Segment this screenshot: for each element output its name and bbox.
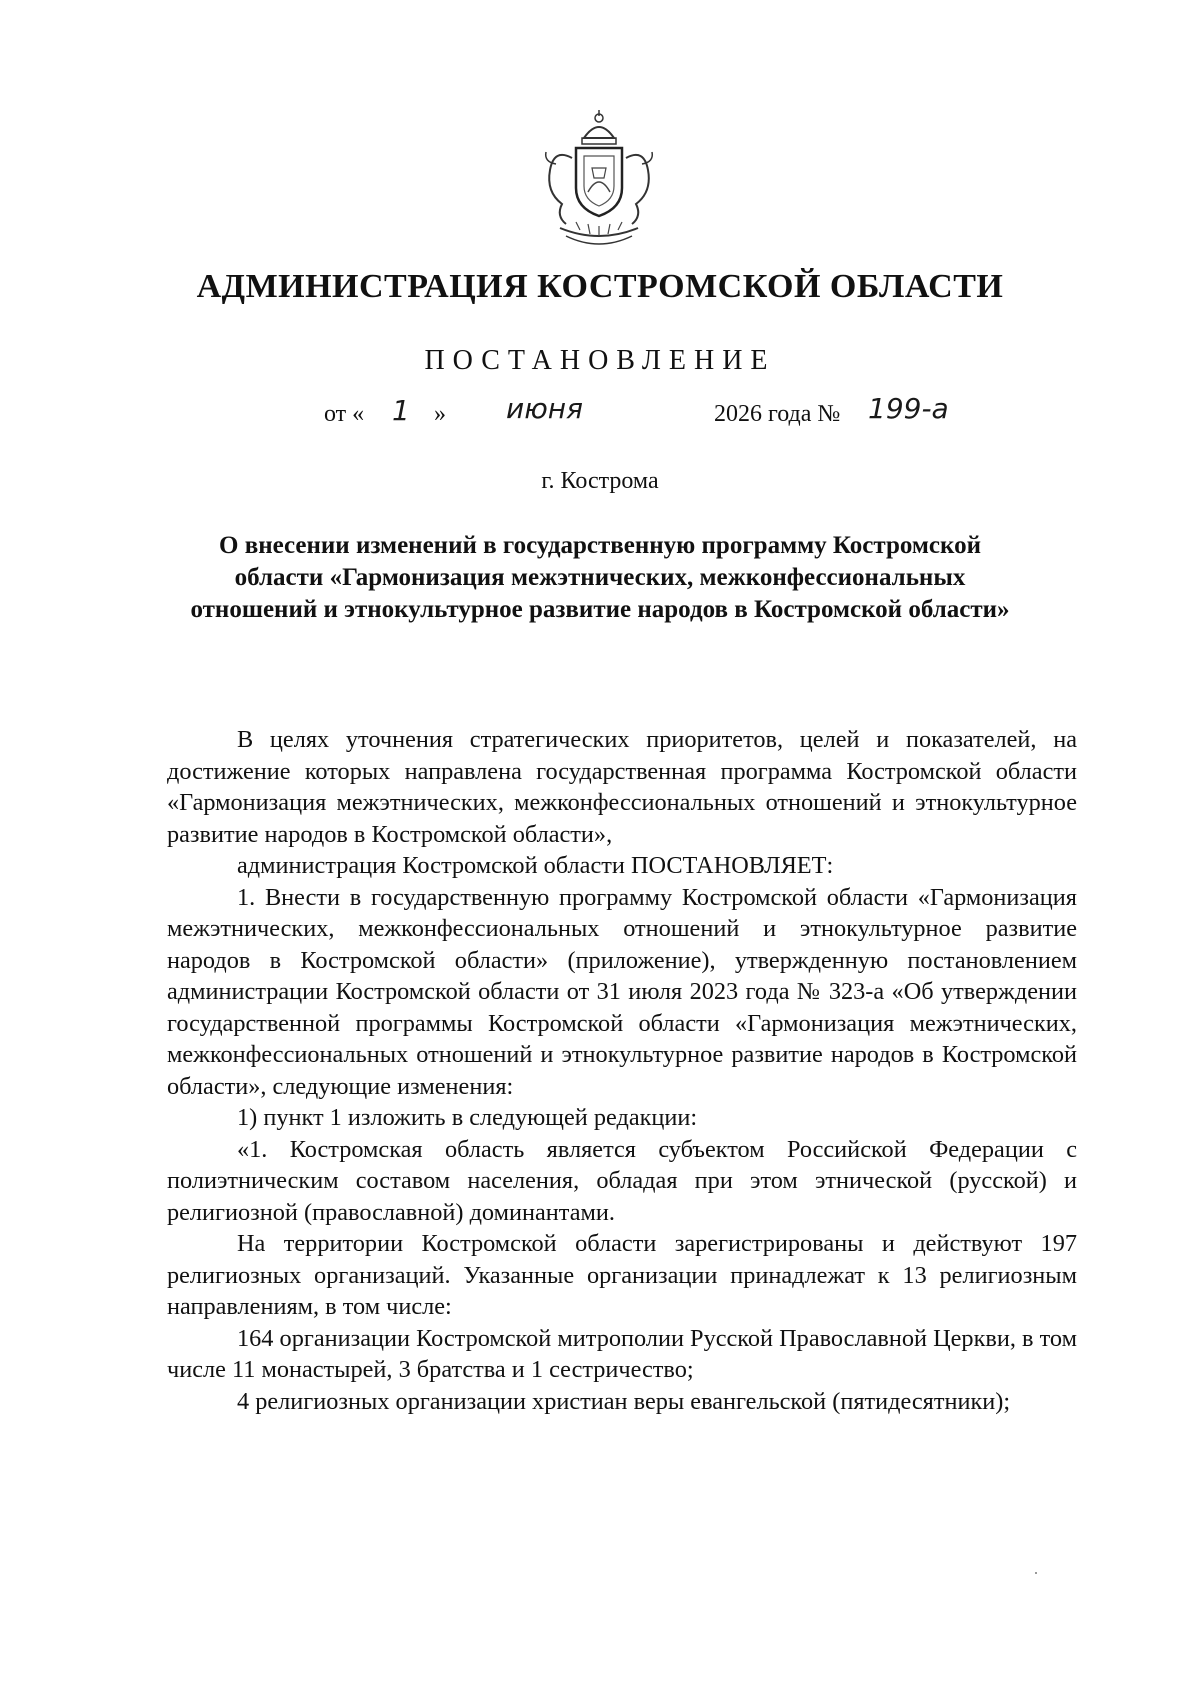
date-prefix: от «	[324, 401, 365, 427]
issuing-authority: АДМИНИСТРАЦИЯ КОСТРОМСКОЙ ОБЛАСТИ	[196, 268, 1004, 305]
paragraph: 1. Внести в государственную программу Костромской области «Гармонизация межэтнических, межконфессиональных отношений и этнокультурное развитие народов в Костромской области» (приложение), утвержденную постановлением администрации Костромской области от 31 июля 2023 года № 323-а «Об утверждении государственной программы Костромской области «Гармонизация межэтнических, межконфессиональных отношений и этнокультурное развитие народов в Костромской области», следующие изменения:	[167, 883, 1077, 1100]
date-day-handwritten: 1	[392, 394, 410, 427]
paragraph: 164 организации Костромской митрополии Русской Православной Церкви, в том числе 11 монастырей, 3 братства и 1 сестричество;	[167, 1324, 1077, 1383]
paragraph: «1. Костромская область является субъектом Российской Федерации с полиэтническим составом населения, обладая при этом этнической (русской) и религиозной (православной) доминантами.	[167, 1135, 1077, 1226]
document-type: ПОСТАНОВЛЕНИЕ	[424, 345, 776, 376]
city-line: г. Кострома	[541, 468, 659, 494]
scan-speck	[1035, 1572, 1037, 1574]
coat-of-arms-icon	[536, 108, 662, 258]
date-month-handwritten: июня	[506, 392, 583, 425]
document-number-handwritten: 199-а	[868, 392, 949, 425]
paragraph: В целях уточнения стратегических приоритетов, целей и показателей, на достижение которых направлена государственная программа Костромской области «Гармонизация межэтнических, межконфессиональных отношений и этнокультурное развитие народов в Костромской области»,	[167, 726, 1077, 848]
paragraph: 4 религиозных организации христиан веры евангельской (пятидесятники);	[237, 1387, 1011, 1415]
paragraph: На территории Костромской области зарегистрированы и действуют 197 религиозных организаций. Указанные организации принадлежат к 13 религиозным направлениям, в том числе:	[167, 1230, 1077, 1320]
date-day-close: »	[434, 401, 446, 427]
paragraph: 1) пункт 1 изложить в следующей редакции:	[237, 1104, 698, 1131]
date-year-label: 2026 года №	[714, 401, 841, 427]
document-title: О внесении изменений в государственную программу Костромской области «Гармонизация межэтнических, межконфессиональных отношений и этнокультурное развитие народов в Костромской области»	[190, 532, 1010, 623]
paragraph: администрация Костромской области ПОСТАНОВЛЯЕТ:	[237, 852, 834, 879]
document-body	[167, 724, 1077, 1417]
